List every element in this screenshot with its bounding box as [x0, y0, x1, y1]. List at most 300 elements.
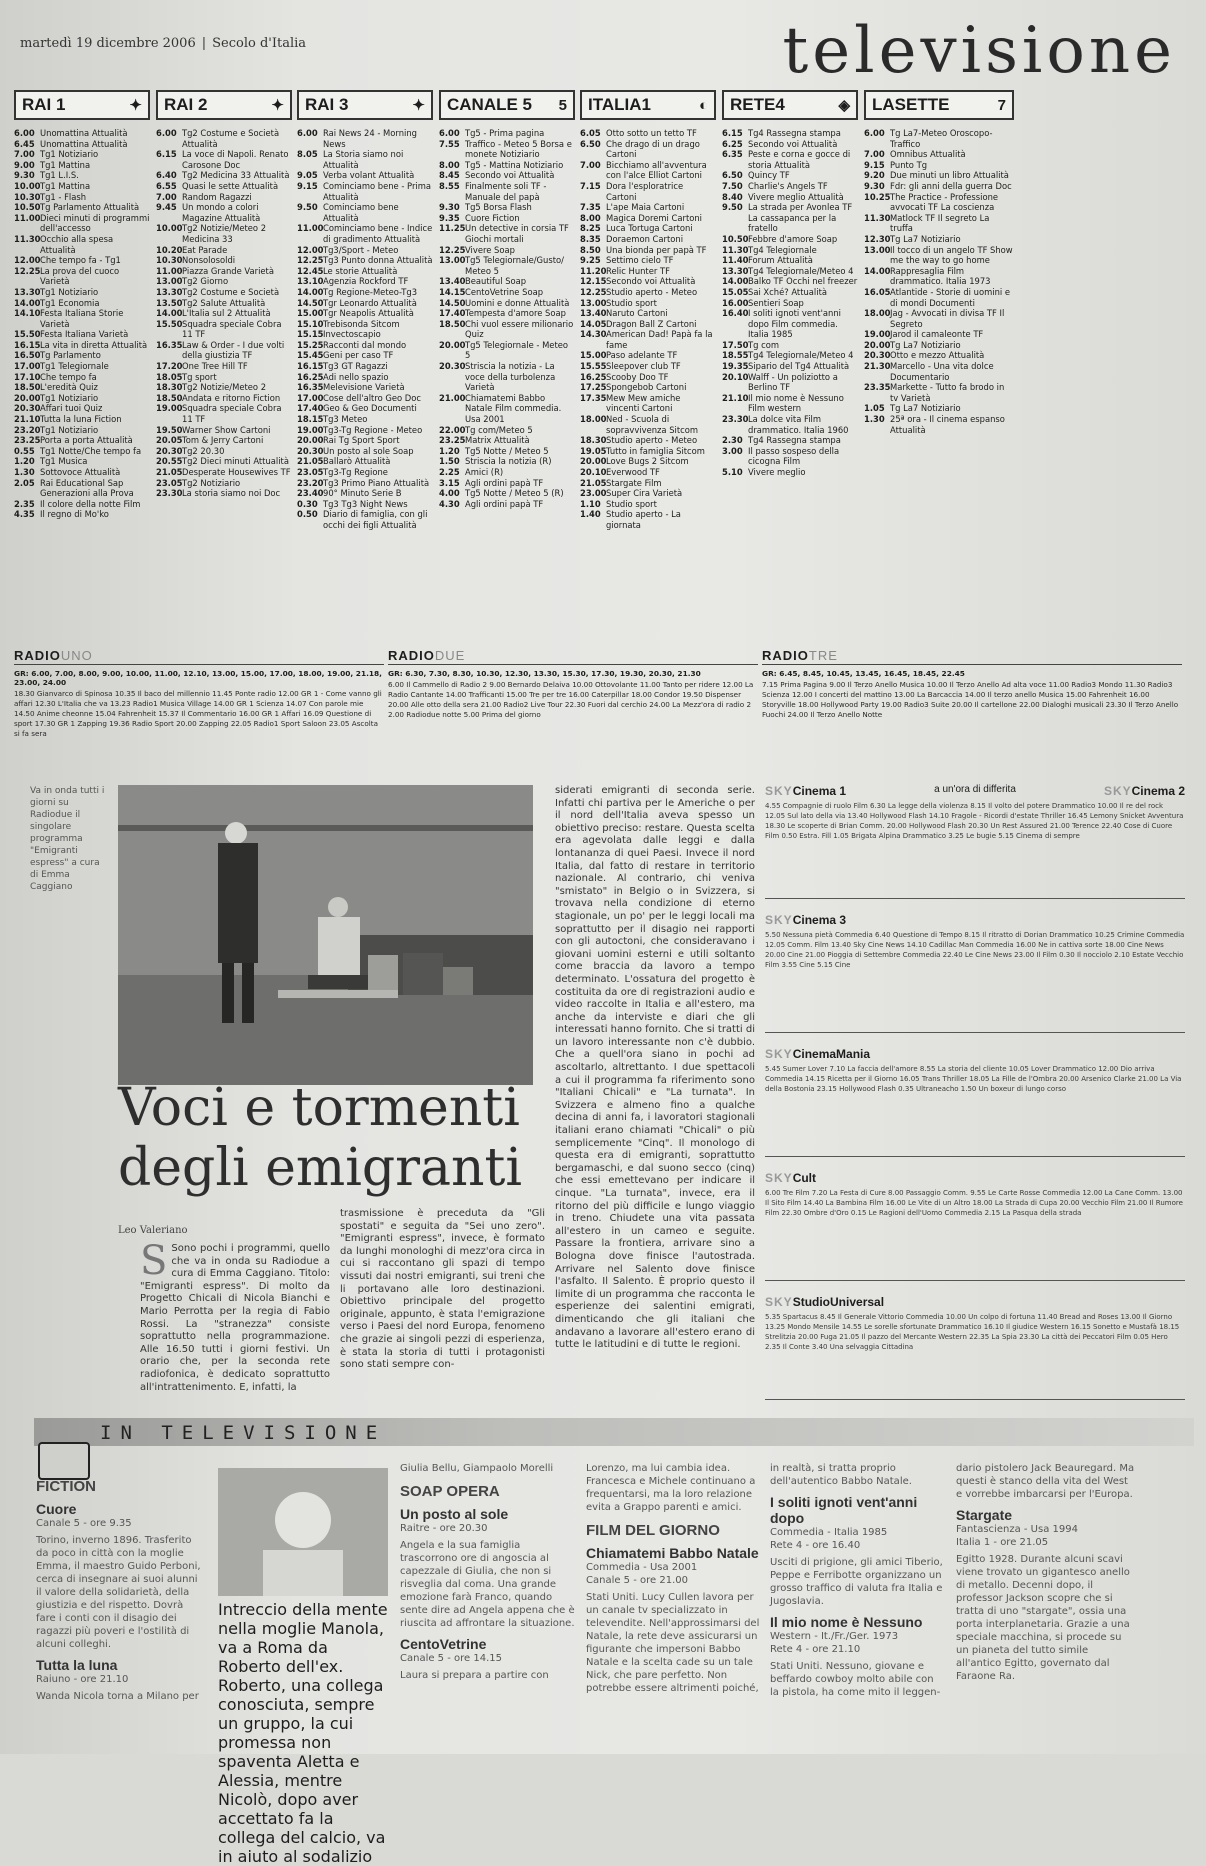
channel-name: RAI 3 [305, 95, 349, 114]
program-row [722, 255, 858, 266]
program-title: Tg4 Rassegna stampa [748, 435, 841, 446]
program-row [156, 382, 292, 393]
program-title: Squadra speciale Cobra 11 TF [182, 318, 282, 340]
program-title: Jarod il camaleonte TF [890, 329, 984, 340]
program-time: 16.25 [297, 371, 324, 382]
program-row [722, 149, 858, 170]
program-time: 9.15 [864, 159, 885, 170]
program-row [864, 403, 1014, 414]
program-title: Finalmente soli TF - Manuale del papà [465, 180, 547, 202]
program-row [156, 170, 292, 181]
program-row [580, 287, 716, 298]
program-time: 6.00 [297, 128, 318, 138]
program-row [864, 128, 1014, 149]
channel-name: CANALE 5 [447, 95, 533, 114]
program-row [297, 128, 433, 149]
channel-header [864, 90, 1014, 120]
program-title: Tg3 Tg3 Night News [323, 498, 408, 509]
sky-cult-title: SKYCult [765, 1171, 817, 1185]
program-row [297, 202, 433, 223]
program-title: CentoVetrine Soap [465, 286, 544, 297]
drop-cap: S [140, 1238, 168, 1284]
program-time: 2.05 [14, 477, 35, 488]
babbo-natale-continuation: in realtà, si tratta proprio dell'autentico Babbo Natale. [770, 1463, 912, 1487]
program-row [864, 213, 1014, 234]
program-time: 14.50 [439, 297, 466, 308]
sky-cinema-1-title: SKYCinema 1 [765, 784, 847, 798]
program-row [14, 266, 150, 287]
program-time: 13.00 [864, 244, 891, 255]
program-title: Otto sotto un tetto TF [606, 128, 697, 138]
program-time: 17.40 [439, 308, 466, 319]
program-title: Tgr Neapolis Attualità [323, 308, 414, 319]
program-row [297, 393, 433, 404]
program-title: Tg5 - Mattina Notiziario [465, 159, 564, 170]
program-row [580, 361, 716, 372]
program-row [156, 276, 292, 287]
nessuno-slot: Rete 4 - ore 21.10 [770, 1644, 861, 1655]
program-time: 21.05 [580, 477, 607, 488]
program-time: 20.55 [156, 456, 183, 467]
program-title: Desperate Housewives TF [182, 467, 291, 477]
program-title: Trebisonda Sitcom [323, 318, 400, 329]
babbo-natale-genre: Commedia - Usa 2001 [586, 1562, 698, 1573]
program-time: 11.00 [156, 265, 183, 276]
soap-continuation: Lorenzo, ma lui cambia idea. Francesca e Michele continuano a frequentarsi, ma la loro relazione evita a Grappo parenti e amici. [586, 1463, 756, 1513]
program-title: Peste e corna e gocce di storia Attualità [748, 149, 851, 170]
program-row [722, 181, 858, 192]
program-time: 13.40 [439, 276, 466, 287]
program-title: Studio aperto - Meteo [606, 286, 698, 297]
program-title: Law & Order - I due volti della giustizia TF [182, 339, 285, 361]
program-time: 19.00 [297, 424, 324, 435]
program-title: Tg com [748, 339, 779, 350]
program-title: Il regno di Mo'ko [40, 509, 109, 520]
program-title: Tg2 Dieci minuti Attualità [182, 456, 289, 467]
program-title: Otto e mezzo Attualità [890, 350, 985, 361]
program-time: 7.15 [580, 180, 601, 191]
program-list [297, 128, 433, 531]
program-title: Quincy TF [748, 170, 790, 181]
program-row [297, 456, 433, 467]
nessuno-genre: Western - It./Fr./Ger. 1973 [770, 1631, 899, 1642]
program-time: 11.30 [864, 212, 891, 223]
channel-header [722, 90, 858, 120]
program-title: Super Cira Varietà [606, 488, 683, 499]
program-time: 7.00 [864, 149, 885, 160]
program-title: Tg4 Telegiornale/Meteo 4 [748, 265, 854, 276]
program-title: Bicchiamo all'avventura con l'alce Elliot Cartoni [606, 159, 707, 181]
program-row [14, 435, 150, 446]
program-title: Eat Parade [182, 244, 228, 255]
program-title: Settimo cielo TF [606, 255, 674, 266]
channel-header [297, 90, 433, 120]
stargate-title: Stargate [956, 1507, 1013, 1523]
sky-cinema-3-box [765, 913, 1185, 1033]
sky-cinema-schedule: 4.55 Compagnie di ruolo Film 6.30 La legge della violenza 8.15 Il volto del potere Drammatico 10.00 Il re del rock 12.05 Sul lato della via 13.40 Hollywood Flash 14.10 Fragole - Ricordi d'estate Thriller 16.45 Lemony Snicket Avventura 18.30 Le scoperte di Brian Comm. 20.00 Hollywood Flash 20.30 Un Rest Assured 21.00 Terence 22.40 Cose di Cuore Film 0.50 Estra. Fill 1.05 Brigata Alpina Drammatico 3.25 Le bugie 5.15 Cinema di sempre [765, 802, 1184, 840]
program-title: Verba volant Attualità [323, 170, 415, 181]
program-time: 9.45 [156, 202, 177, 213]
program-title: Cominciamo bene Attualità [323, 202, 399, 223]
program-time: 20.00 [14, 392, 41, 403]
program-time: 10.30 [14, 191, 41, 202]
program-time: 13.10 [297, 276, 324, 287]
program-list [14, 128, 150, 520]
program-title: Cominciamo bene - Prima Attualità [323, 180, 432, 202]
program-title: Tg1 Mattina [40, 159, 91, 170]
program-time: 19.50 [156, 424, 183, 435]
program-time: 17.10 [14, 371, 41, 382]
radio-tre-header: RADIOTRE [762, 648, 1182, 665]
program-time: 16.40 [722, 308, 749, 319]
program-row [439, 361, 575, 393]
program-title: Tg3 Punto donna Attualità [323, 255, 433, 266]
program-row [580, 139, 716, 160]
babbo-natale-text: Stati Uniti. Lucy Cullen lavora per un canale tv specializzato in televendite. Nell'approssimarsi del Natale, la rete deve assicurarsi un figurante che impersoni Babbo Natale e la scelta cade su un tale Nick, che pare perfetto. Non potrebbe essere altrimenti poiché, [586, 1592, 760, 1694]
program-time: 9.50 [722, 202, 743, 213]
program-title: La prova del cuoco Varietà [40, 265, 120, 287]
program-time: 1.50 [439, 456, 460, 467]
program-title: L'Italia sul 2 Attualità [182, 308, 271, 319]
program-time: 15.50 [14, 329, 41, 340]
program-time: 6.50 [722, 170, 743, 181]
program-time: 16.00 [722, 297, 749, 308]
program-time: 21.05 [297, 456, 324, 467]
program-title: Vivere Soap [465, 244, 515, 255]
program-title: Charlie's Angels TF [748, 180, 828, 191]
program-time: 21.30 [864, 361, 891, 372]
program-title: I soliti ignoti vent'anni dopo Film commedia. Italia 1985 [748, 308, 841, 340]
program-title: Tg1 Notiziario [40, 424, 99, 435]
program-title: Tg2 Giorno [182, 276, 229, 287]
program-time: 9.35 [439, 212, 460, 223]
program-title: Tg5 Notte / Meteo 5 [465, 445, 549, 456]
channel-header [14, 90, 150, 120]
program-row [14, 350, 150, 361]
program-row [439, 202, 575, 213]
radio-uno-block [14, 648, 384, 788]
program-time: 21.05 [156, 467, 183, 477]
program-title: Tg1 Notiziario [40, 392, 99, 403]
program-row [156, 255, 292, 266]
program-row [14, 287, 150, 298]
program-title: Racconti dal mondo [323, 339, 407, 350]
program-title: Omnibus Attualità [890, 149, 966, 160]
program-row [864, 149, 1014, 160]
program-time: 11.00 [14, 212, 41, 223]
program-time: 18.50 [156, 392, 183, 403]
program-title: Mew Mew amiche vincenti Cartoni [606, 392, 681, 414]
program-time: 20.30 [297, 445, 324, 456]
program-row [297, 403, 433, 414]
program-title: L'eredità Quiz [40, 382, 98, 393]
program-title: Amici (R) [465, 467, 504, 477]
program-title: Tg La7 Notiziario [890, 403, 961, 414]
program-time: 23.20 [14, 424, 41, 435]
program-row [156, 340, 292, 361]
program-title: Chi vuol essere milionario Quiz [465, 318, 574, 340]
sky-cinemamania-schedule: 5.45 Sumer Lover 7.10 La faccia dell'amore 8.55 La storia del cliente 10.05 Lover Drammatico 12.00 Dio arriva Commedia 14.15 Ricetta per il Giorno 16.05 Trans Thriller 18.05 La Fille de l'Ombra 20.00 Arsenico Clarke 21.00 La Via della Bostonia 23.15 Hollywood Flash 0.35 Ultraneacho 1.50 Un boxeur di lungo corso [765, 1065, 1182, 1093]
program-title: Secondo voi Attualità [606, 276, 696, 287]
program-row [14, 192, 150, 203]
program-row [297, 276, 433, 287]
program-title: Tg com/Meteo 5 [465, 424, 533, 435]
program-time: 18.00 [864, 308, 891, 319]
program-row [14, 425, 150, 436]
program-time: 23.20 [297, 477, 324, 488]
babbo-natale-title: Chiamatemi Babbo Natale [586, 1545, 759, 1561]
program-time: 18.50 [14, 382, 41, 393]
program-row [297, 425, 433, 436]
program-title: Geni per caso TF [323, 350, 394, 361]
program-row [297, 181, 433, 202]
program-time: 0.50 [297, 509, 318, 520]
program-time: 11.30 [14, 233, 41, 244]
program-title: Ned - Scuola di sopravvivenza Sitcom [606, 414, 699, 435]
program-row [156, 361, 292, 372]
program-row [580, 382, 716, 393]
sky-cinema-3-schedule: 5.50 Nessuna pietà Commedia 6.40 Questione di Tempo 8.15 Il ritratto di Dorian Drammatico 10.25 Crimine Commedia 12.05 Comm. Film 13.40 Sky Cine News 14.10 Cadillac Man Commedia 16.00 Ne in cattiva sorte 18.00 Cine News 20.00 Cine 21.00 Pioggia di Settembre Commedia 22.40 Le Cine News 23.00 Il Film 0.30 Il nocciolo 2.10 Estate Vecchio Film 3.55 Cine 5.15 Cine [765, 931, 1185, 969]
program-time: 14.00 [14, 297, 41, 308]
program-row [580, 276, 716, 287]
program-title: Il tocco di un angelo TF Show me the way to go home [890, 244, 1013, 266]
program-time: 15.00 [297, 308, 324, 319]
program-row [14, 234, 150, 255]
program-row [297, 382, 433, 393]
program-time: 22.00 [439, 424, 466, 435]
program-time: 15.45 [297, 350, 324, 361]
program-row [297, 329, 433, 340]
program-row [156, 287, 292, 298]
program-time: 13.30 [722, 265, 749, 276]
program-row [580, 223, 716, 234]
program-title: La dolce vita Film drammatico. Italia 1960 [748, 414, 849, 435]
program-title: Agli ordini papà TF [465, 477, 544, 488]
program-time: 12.30 [864, 233, 891, 244]
program-title: Studio aperto - Meteo [606, 435, 698, 446]
program-time: 2.30 [722, 435, 743, 446]
program-row [439, 435, 575, 446]
program-time: 18.55 [722, 350, 749, 361]
program-title: Secondo voi Attualità [465, 170, 555, 181]
program-time: 12.25 [14, 265, 41, 276]
program-title: Rappresaglia Film drammatico. Italia 1973 [890, 265, 991, 287]
program-row [297, 499, 433, 510]
program-title: Scooby Doo TF [606, 371, 669, 382]
program-title: La Storia siamo noi Attualità [323, 149, 404, 170]
program-time: 12.25 [439, 244, 466, 255]
program-title: Relic Hunter TF [606, 265, 670, 276]
program-row [580, 446, 716, 457]
centovetrine-text: Laura si prepara a partire con [400, 1670, 549, 1681]
program-time: 10.50 [14, 202, 41, 213]
program-row [439, 456, 575, 467]
program-title: Matlock TF Il segreto La truffa [890, 212, 990, 234]
tv-schedule-grid [14, 90, 1192, 640]
program-row [439, 287, 575, 298]
program-time: 14.00 [864, 265, 891, 276]
program-title: Dragon Ball Z Cartoni [606, 318, 697, 329]
program-time: 9.25 [580, 255, 601, 266]
program-row [580, 245, 716, 256]
program-row [156, 298, 292, 309]
program-title: Piazza Grande Varietà [182, 265, 274, 276]
channel-column [156, 90, 292, 640]
program-time: 14.00 [156, 308, 183, 319]
un-posto-al-sole-text: Angela e la sua famiglia trascorrono ore di angoscia al capezzale di Giulia, che non si risveglia dal coma. Una grande emozione farà Franco, quando sente dire ad Angela appena che è riuscita ad affrontare la situazione. [400, 1540, 575, 1629]
program-time: 9.30 [14, 170, 35, 181]
program-row [864, 181, 1014, 192]
program-row [439, 170, 575, 181]
program-time: 16.15 [14, 339, 41, 350]
program-time: 8.00 [580, 212, 601, 223]
program-time: 6.40 [156, 170, 177, 181]
program-row [722, 467, 858, 478]
channel-header [439, 90, 575, 120]
program-title: Agenzia Rockford TF [323, 276, 409, 287]
channel-logo-icon: ◐ [698, 96, 708, 114]
program-row [14, 382, 150, 393]
sky-cult-box [765, 1171, 1185, 1281]
cuore-title: Cuore [36, 1501, 77, 1517]
program-row [722, 361, 858, 372]
program-title: Doraemon Cartoni [606, 233, 684, 244]
program-title: Jag - Avvocati in divisa TF Il Segreto [890, 308, 1005, 329]
program-title: Che tempo fa - Tg1 [40, 255, 121, 266]
radio-due-schedule: 6.00 Il Cammello di Radio 2 9.00 Bernardo Delaiva 10.00 Ottovolante 11.00 Tanto per ridere 12.00 La Radio Cantante 14.00 Trafficanti 15.00 Tre per tre 16.00 Caterpillar 18.00 Condor 19.50 Dispenser 20.00 Alle otto della sera 21.00 Radio2 Live Tour 22.30 Fuori dal cerchio 24.00 La Mezz'ora di radio 2 2.00 Radiodue notte 5.00 Prima del giorno [388, 680, 754, 719]
program-time: 7.00 [156, 191, 177, 202]
program-title: Due minuti un libro Attualità [890, 170, 1009, 181]
program-title: Un posto al sole Soap [323, 445, 414, 456]
program-title: Cominciamo bene - Indice di gradimento Attualità [323, 223, 433, 244]
program-time: 9.00 [14, 159, 35, 170]
program-title: Rai News 24 - Morning News [323, 128, 417, 149]
program-title: Sentieri Soap [748, 297, 804, 308]
program-time: 10.00 [156, 223, 183, 234]
program-row [297, 298, 433, 309]
program-title: Tg5 - Prima pagina [465, 128, 545, 138]
program-title: Warner Show Cartoni [182, 424, 271, 435]
stargate-text: Egitto 1928. Durante alcuni scavi viene trovato un gigantesco anello di metallo. Decenni dopo, il professor Jackson scopre che si tratta di uno "stargate", ossia una porta interplanetaria. Grazie a una speciale macchina, si procede su un pianeta del tutto simile all'antico Egitto, governato dal Faraone Ra. [956, 1554, 1130, 1682]
program-title: The Practice - Professione avvocati TF La coscienza [890, 191, 999, 213]
program-row [439, 223, 575, 244]
program-time: 8.45 [439, 170, 460, 181]
program-time: 10.30 [156, 255, 183, 266]
program-row [439, 446, 575, 457]
program-row [156, 128, 292, 149]
program-title: Uomini e donne Attualità [465, 297, 570, 308]
sky-cinemamania-box [765, 1047, 1185, 1157]
tutta-la-luna-meta: Raiuno - ore 21.10 [36, 1674, 129, 1685]
program-title: Tg4 Rassegna stampa [748, 128, 841, 138]
program-title: La voce di Napoli. Renato Carosone Doc [182, 149, 289, 170]
program-row [722, 276, 858, 287]
feature-sidenote: Va in onda tutti i giorni su Radiodue il singolare programma "Emigranti espress" a cura di Emma Caggiano [30, 786, 105, 892]
program-title: Che drago di un drago Cartoni [606, 138, 700, 160]
program-title: Sai Xché? Attualità [748, 286, 828, 297]
program-row [722, 298, 858, 309]
program-time: 7.00 [580, 159, 601, 170]
program-title: Tg1 Notte/Che tempo fa [40, 445, 142, 456]
program-title: Random Ragazzi [182, 191, 252, 202]
channel-column [297, 90, 433, 640]
program-title: Tg1 Musica [40, 456, 88, 467]
film-column-3 [956, 1462, 1136, 1750]
program-row [580, 456, 716, 467]
program-row [580, 329, 716, 350]
film-column-2 [770, 1462, 945, 1750]
channel-name: LASETTE [872, 95, 950, 114]
program-row [156, 446, 292, 457]
program-time: 12.15 [580, 276, 607, 287]
program-row [439, 160, 575, 171]
program-time: 0.30 [297, 498, 318, 509]
channel-logo-icon: ✦ [271, 97, 284, 114]
program-time: 10.20 [156, 244, 183, 255]
program-title: Occhio alla spesa Attualità [40, 233, 114, 255]
un-posto-al-sole-meta: Raitre - ore 20.30 [400, 1523, 488, 1534]
program-time: 18.00 [580, 414, 607, 425]
program-time: 16.05 [864, 286, 891, 297]
program-row [14, 403, 150, 414]
channel-name: ITALIA1 [588, 95, 651, 114]
program-time: 2.25 [439, 467, 460, 477]
program-title: 90° Minuto Serie B [323, 488, 402, 499]
program-title: Un mondo a colori Magazine Attualità [182, 202, 261, 223]
radio-uno-schedule: 18.30 Gianvarco di Spinosa 10.35 Il baco del millennio 11.45 Ponte radio 12.00 GR 1 - Come vanno gli affari 12.30 L'Italia che va 13.23 Radio1 Musica Village 14.00 GR 1 Scienza 14.07 Con parole mie 14.50 Anime cheonne 15.04 Fahrenheit 15.37 Il Commentario 16.00 GR 1 Affari 16.09 Questione di sport 17.30 GR 1 Zapping 19.36 Radio Sport 20.00 Zapping 22.05 Radio1 Sport Saloon 23.05 Ascolta si fa sera [14, 689, 382, 738]
program-title: L'ape Maia Cartoni [606, 202, 685, 213]
program-row [297, 372, 433, 383]
program-time: 19.05 [580, 445, 607, 456]
program-title: Festa Italiana Varietà [40, 329, 129, 340]
radio-uno-header: RADIOUNO [14, 648, 384, 665]
radio-due-header: RADIODUE [388, 648, 758, 665]
film-column [586, 1462, 761, 1750]
program-row [297, 478, 433, 489]
program-title: Naruto Cartoni [606, 308, 668, 319]
program-time: 10.00 [14, 180, 41, 191]
program-row [297, 509, 433, 530]
program-row [297, 446, 433, 457]
program-time: 14.50 [297, 297, 324, 308]
program-time: 19.00 [156, 403, 183, 414]
channel-column [722, 90, 858, 640]
radio-due-gr: GR: 6.30, 7.30, 8.30, 10.30, 12.30, 13.30, 15.30, 17.30, 19.30, 20.30, 21.30 [388, 669, 701, 678]
program-title: Tom & Jerry Cartoni [182, 435, 264, 446]
program-time: 14.10 [14, 308, 41, 319]
program-time: 21.10 [722, 392, 749, 403]
program-row [580, 308, 716, 319]
program-time: 7.00 [14, 149, 35, 160]
program-row [722, 446, 858, 467]
program-title: Dieci minuti di programmi dell'accesso [40, 212, 150, 234]
program-row [156, 308, 292, 319]
program-title: Walff - Un poliziotto a Berlino TF [748, 371, 838, 393]
program-row [297, 340, 433, 351]
program-row [14, 499, 150, 510]
feature-column-1: S Sono pochi i programmi, quello che va in onda su Radiodue a cura di Emma Caggiano. Titolo: "Emigranti espress". Di molto da Progetto Chicali di Nicola Bianchi e Mario Perrotta per la regia di Fabio Rossi. La "stranezza" consiste soprattutto nella programmazione. Alle 16.50 tutti i giorni festivi. Un orario che, per la seconda rete radiofonica, è dedicato soprattutto all'intrattenimento. E, infatti, la [140, 1238, 330, 1393]
channel-logo-icon: ✦ [129, 97, 142, 114]
program-title: Striscia la notizia - La voce della turbolenza Varietà [465, 361, 556, 393]
program-row [580, 488, 716, 499]
program-title: Il colore della notte Film [40, 498, 141, 509]
program-title: 25ª ora - Il cinema espanso Attualità [890, 414, 1005, 435]
program-row [156, 403, 292, 424]
program-title: Che tempo fa [40, 371, 97, 382]
program-time: 13.00 [156, 276, 183, 287]
program-title: Un detective in corsia TF Giochi mortali [465, 223, 569, 244]
section-title: televisione [782, 14, 1176, 88]
